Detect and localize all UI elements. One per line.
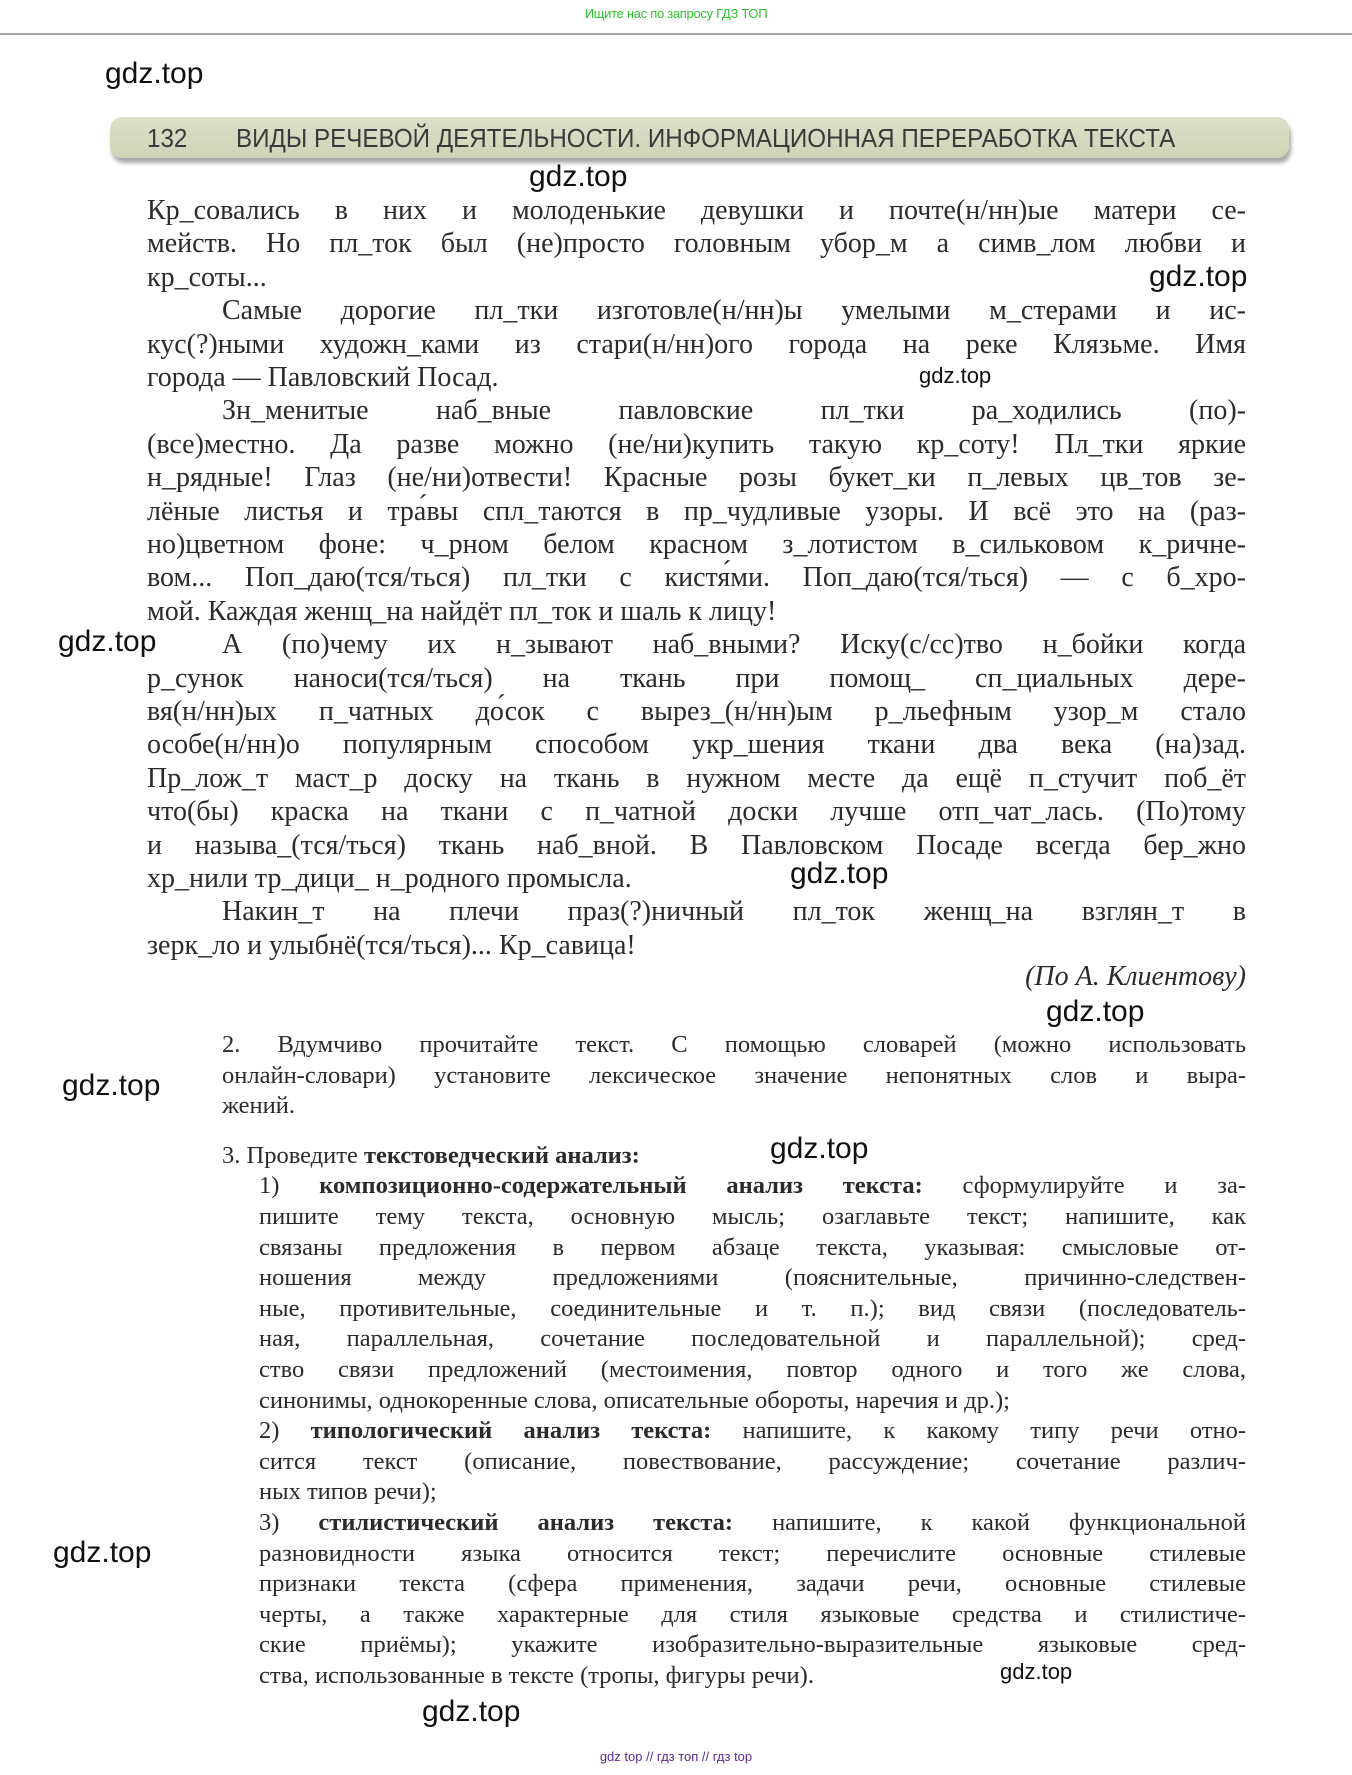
- text-line: лёные листья и тра́вы спл_таются в пр_чудливые узоры. И всё это на (раз-: [147, 495, 1246, 527]
- text-line: кус(?)ными художн_ками из стари(н/нн)ого города на реке Клязьме. Имя: [147, 328, 1246, 360]
- task-line: [259, 1447, 1246, 1477]
- watermark: gdz.top: [422, 1695, 521, 1728]
- task-text: ная, параллельная, сочетание последовательной и параллельной); сред-: [259, 1325, 1246, 1353]
- task-line: [259, 1661, 814, 1691]
- bold-term: типологический анализ текста:: [310, 1417, 712, 1445]
- task-text: 1): [259, 1172, 320, 1200]
- task-line: [259, 1539, 1246, 1569]
- task-text: разновидности языка относится текст; перечислите основные стилевые: [259, 1539, 1246, 1567]
- task-line: [259, 1600, 1246, 1630]
- task-text: признаки текста (сфера применения, задачи речи, основные стилевые: [259, 1570, 1246, 1598]
- task-text: напишите, к какому типу речи отно-: [711, 1417, 1247, 1445]
- watermark: gdz.top: [62, 1069, 161, 1102]
- watermark: gdz.top: [53, 1536, 152, 1569]
- text-line: Пр_лож_т маст_р доску на ткань в нужном месте да ещё п_стучит поб_ёт: [147, 762, 1246, 794]
- task-text: синонимы, однокоренные слова, описательные обороты, наречия и др.);: [259, 1386, 1010, 1414]
- text-line: что(бы) краска на ткани с п_чатной доски лучше отп_чат_лась. (По)тому: [147, 796, 1246, 828]
- watermark: gdz.top: [105, 57, 204, 90]
- footer-links: gdz top // гдз топ // гдз top: [599, 1749, 753, 1764]
- task-line: [259, 1202, 1246, 1232]
- text-line: н_рядные! Глаз (не/ни)отвести! Красные розы букет_ки п_левых цв_тов зе-: [147, 462, 1246, 494]
- text-line: зерк_ло и улыбнё(тся/ться)... Кр_савица!: [147, 929, 636, 961]
- watermark: gdz.top: [790, 857, 889, 890]
- top-divider: [0, 33, 1352, 35]
- task-text: сформулируйте и за-: [922, 1172, 1246, 1200]
- task-line: [259, 1324, 1246, 1354]
- task-text: 2. Вдумчиво прочитайте текст. С помощью словарей (можно использовать: [222, 1031, 1246, 1058]
- text-line: но)цветном фоне: ч_рном белом красном з_лотистом в_сильковом к_ричне-: [147, 529, 1246, 560]
- watermark: gdz.top: [1000, 1659, 1073, 1684]
- task-line: [222, 1061, 1246, 1091]
- text-line: Накин_т на плечи праз(?)ничный пл_ток женщ_на взглян_т в: [222, 896, 1246, 928]
- task-line: [259, 1416, 1246, 1446]
- task-text: сится текст (описание, повествование, рассуждение; сочетание различ-: [259, 1447, 1246, 1475]
- text-line: особе(н/нн)о популярным способом укр_шения ткани два века (на)зад.: [147, 729, 1246, 761]
- text-line: А (по)чему их н_зывают наб_вными? Иску(с/сс)тво н_бойки когда: [222, 629, 1246, 661]
- task-text: ношения между предложениями (пояснительные, причинно-следствен-: [259, 1264, 1246, 1292]
- bold-term: стилистический анализ текста:: [318, 1509, 734, 1536]
- task-text: ства, использованные в тексте (тропы, фигуры речи).: [259, 1662, 814, 1689]
- task-text: ство связи предложений (местоимения, повтор одного и того же слова,: [259, 1356, 1246, 1383]
- text-line: кр_соты...: [147, 261, 267, 293]
- watermark: gdz.top: [919, 363, 992, 388]
- task-line: [259, 1477, 437, 1507]
- task-line: [259, 1508, 1246, 1538]
- task-text: онлайн-словари) установите лексическое значение непонятных слов и выра-: [222, 1061, 1246, 1089]
- text-line: вя(н/нн)ых п_чатных до́сок с вырез_(н/нн)ым р_льефным узор_м стало: [147, 696, 1246, 727]
- task-line: [259, 1386, 1010, 1416]
- text-line: Кр_совались в них и молоденькие девушки и почте(н/нн)ые матери се-: [147, 195, 1246, 226]
- task-text: ские приёмы); укажите изобразительно-выразительные языковые сред-: [259, 1631, 1246, 1659]
- watermark: gdz.top: [1149, 260, 1248, 293]
- task-line: [259, 1263, 1246, 1293]
- text-line: Зн_менитые наб_вные павловские пл_тки ра_ходились (по)-: [222, 395, 1246, 427]
- task-text: 2): [259, 1417, 311, 1445]
- top-search-note: Ищите нас по запросу ГДЗ ТОП: [584, 6, 768, 21]
- text-line: и называ_(тся/ться) ткань наб_вной. В Павловском Посаде всегда бер_жно: [147, 829, 1246, 861]
- bold-term: текстоведческий анализ:: [363, 1141, 640, 1169]
- task-line: [259, 1355, 1246, 1385]
- task-line: [222, 1141, 640, 1171]
- task-text: ных типов речи);: [259, 1478, 437, 1506]
- text-line: города — Павловский Посад.: [147, 362, 499, 393]
- watermark: gdz.top: [1046, 995, 1145, 1028]
- task-text: 3. Проведите: [222, 1141, 364, 1169]
- task-line: [222, 1091, 295, 1121]
- task-text: связаны предложения в первом абзаце текста, указывая: смысловые от-: [259, 1233, 1246, 1261]
- task-text: жений.: [222, 1092, 295, 1120]
- watermark: gdz.top: [529, 160, 628, 193]
- task-line: [259, 1233, 1246, 1263]
- task-line: [222, 1030, 1246, 1060]
- watermark: gdz.top: [58, 625, 157, 658]
- text-line: хр_нили тр_дици_ н_родного промысла.: [147, 863, 632, 894]
- chapter-title: ВИДЫ РЕЧЕВОЙ ДЕЯТЕЛЬНОСТИ. ИНФОРМАЦИОННАЯ ПЕРЕРАБОТКА ТЕКСТА: [236, 123, 1176, 153]
- task-line: [259, 1630, 1246, 1660]
- text-line: мейств. Но пл_ток был (не)просто головным убор_м а симв_лом любви и: [147, 228, 1246, 260]
- text-line: Самые дорогие пл_тки изготовле(н/нн)ы умелыми м_стерами и ис-: [222, 295, 1246, 327]
- bold-term: композиционно-содержательный анализ текста:: [319, 1172, 923, 1200]
- watermark: gdz.top: [770, 1132, 869, 1165]
- task-text: напишите, к какой функциональной: [733, 1509, 1246, 1536]
- page-header-bar: [110, 117, 1289, 158]
- task-line: [259, 1569, 1246, 1599]
- task-text: черты, а также характерные для стиля языковые средства и стилистиче-: [259, 1600, 1246, 1628]
- page-number: 132: [147, 123, 188, 153]
- text-line: (все)местно. Да разве можно (не/ни)купить такую кр_соту! Пл_тки яркие: [147, 428, 1246, 460]
- task-text: 3): [259, 1509, 319, 1536]
- task-line: [259, 1294, 1246, 1324]
- text-line: р_сунок наноси(тся/ться) на ткань при помощ_ сп_циальных дере-: [147, 662, 1246, 694]
- task-text: пишите тему текста, основную мысль; озаглавьте текст; напишите, как: [259, 1203, 1246, 1230]
- task-line: [259, 1171, 1246, 1201]
- task-text: ные, противительные, соединительные и т. п.); вид связи (последователь-: [259, 1294, 1246, 1322]
- text-line: вом... Поп_даю(тся/ться) пл_тки с кистя́ми. Поп_даю(тся/ться) — с б_хро-: [147, 562, 1246, 594]
- text-line: мой. Каждая женщ_на найдёт пл_ток и шаль к лицу!: [147, 595, 777, 627]
- attribution: (По А. Клиентову): [1025, 961, 1246, 992]
